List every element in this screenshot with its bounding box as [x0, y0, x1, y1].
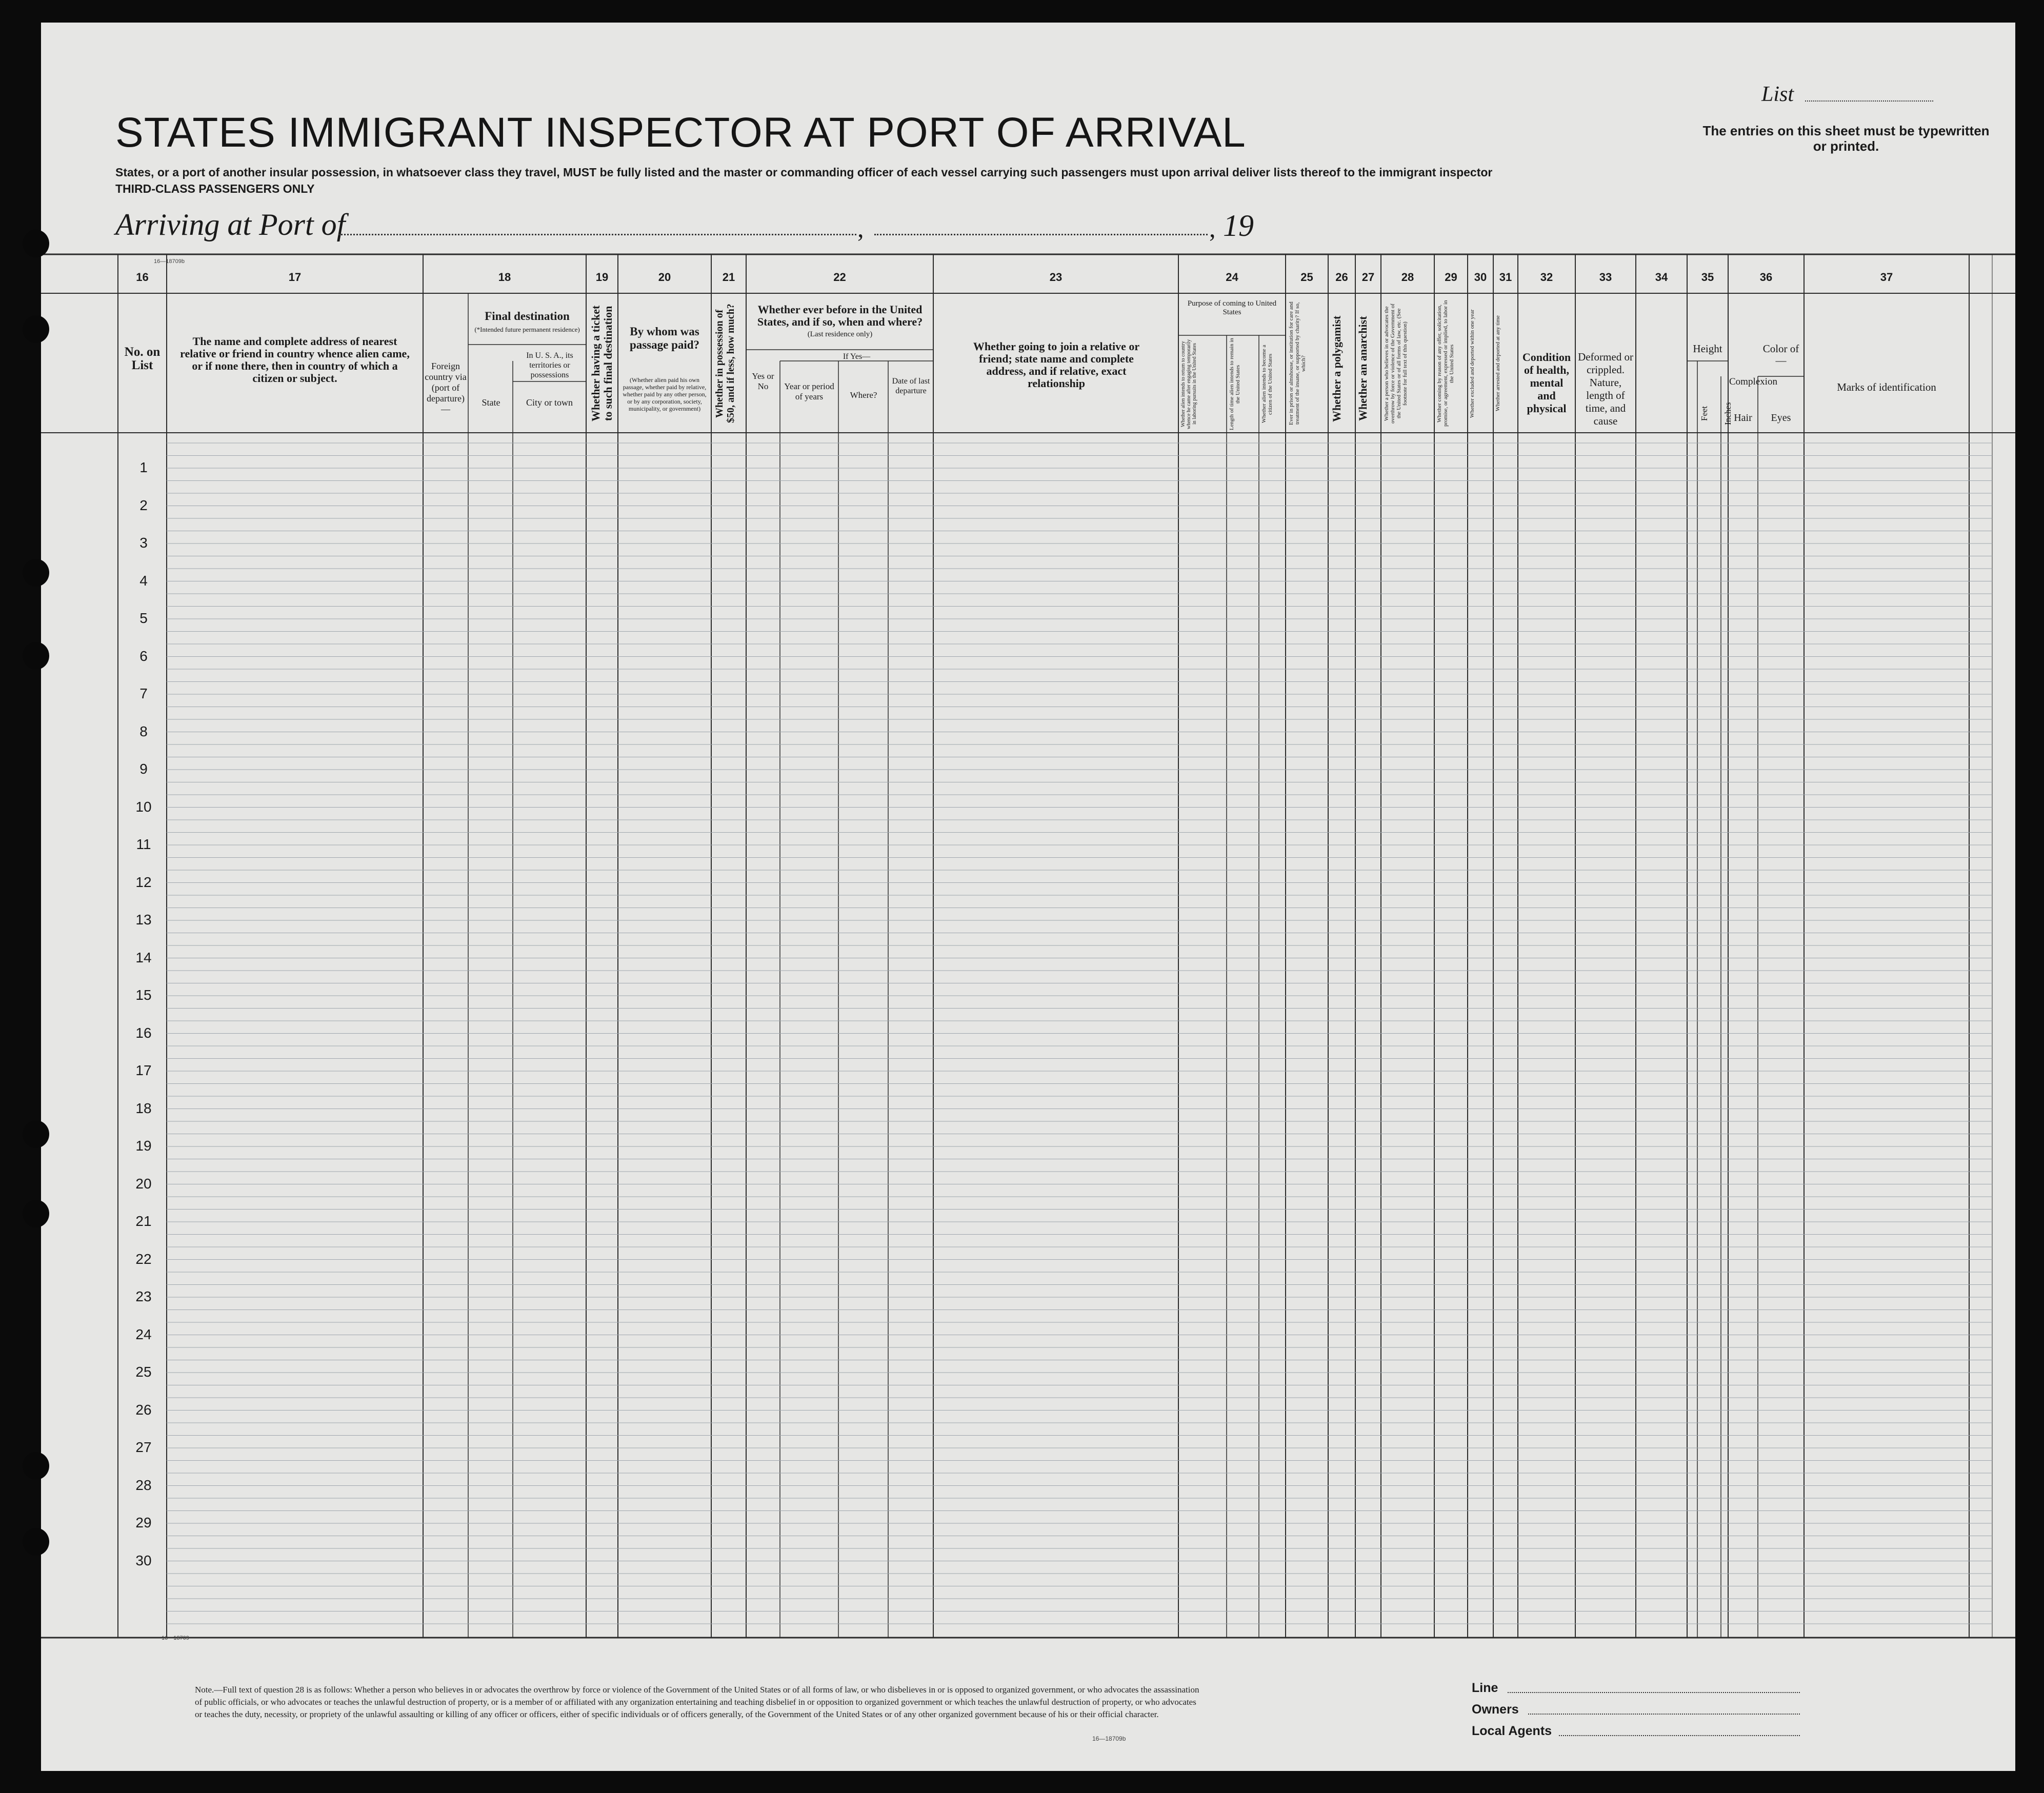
col-num-29: 29 — [1445, 271, 1457, 284]
row-number: 28 — [135, 1477, 152, 1493]
line-field[interactable] — [1508, 1692, 1800, 1693]
row-number: 3 — [139, 535, 148, 551]
row-number: 25 — [135, 1364, 152, 1380]
owners-field[interactable] — [1528, 1714, 1800, 1715]
row-number: 30 — [135, 1552, 152, 1568]
col-num-18: 18 — [498, 271, 511, 284]
col-36-title: Color of— — [1762, 343, 1799, 367]
col-num-22: 22 — [833, 271, 846, 284]
punch-hole — [23, 1528, 49, 1556]
col-21-header: Whether in possession of $50, and if less, how much? — [714, 304, 736, 424]
col-20-title: By whom was passage paid? — [629, 325, 700, 351]
col-24-return: Whether alien intends to return to country whence he came after engaging temporarily in laboring pursuits in the United States — [1180, 339, 1197, 429]
col-32-header: Condition of health, mental and physical — [1522, 351, 1571, 415]
form-number-bottom: 16—18709 — [162, 1635, 189, 1641]
line-label: Line — [1472, 1681, 1498, 1695]
col-22-if-yes: If Yes— — [843, 352, 871, 361]
col-22-yes-no: Yes or No — [752, 371, 774, 391]
row-number: 7 — [139, 686, 148, 701]
row-number: 22 — [135, 1251, 152, 1267]
form-number-top: 16—18709b — [154, 258, 185, 265]
row-number: 23 — [135, 1288, 152, 1304]
instruction-line-2: THIRD-CLASS PASSENGERS ONLY — [115, 182, 315, 195]
row-number: 20 — [135, 1175, 152, 1192]
col-num-36: 36 — [1759, 271, 1773, 284]
row-number: 24 — [135, 1326, 152, 1342]
col-num-19: 19 — [595, 271, 609, 284]
punch-hole — [23, 642, 49, 670]
col-18-title: Final destination — [485, 310, 570, 323]
row-number: 9 — [139, 761, 148, 777]
punch-hole — [23, 559, 49, 587]
col-24-length: Length of time alien intends to remain in the United States — [1229, 338, 1241, 430]
col-34-feet: Feet — [1699, 406, 1709, 421]
owners-label: Owners — [1472, 1702, 1519, 1717]
instruction-line-1: States, or a port of another insular possession, in whatsoever class they travel, MUST be fully listed and the master or commanding officer of each vessel carrying such passengers must upon arrival deliver lists thereof to the immigrant inspector — [115, 166, 1493, 179]
col-22-period: Year or period of years — [784, 381, 834, 401]
col-18-state: State — [482, 397, 500, 408]
row-number: 8 — [139, 723, 148, 739]
punch-hole — [23, 230, 49, 257]
col-num-27: 27 — [1361, 271, 1375, 284]
row-number: 10 — [135, 798, 152, 815]
col-26-header: Whether a polygamist — [1330, 315, 1343, 422]
comma-separator: , — [1209, 214, 1216, 243]
local-agents-field[interactable] — [1559, 1735, 1800, 1736]
col-num-35: 35 — [1701, 271, 1714, 284]
col-31-header: Whether arrested and deported at any time — [1495, 315, 1501, 412]
footnote-form-number: 16—18709b — [1092, 1735, 1126, 1742]
col-18-subtitle: (*Intended future permanent residence) — [474, 326, 580, 333]
col-num-16: 16 — [136, 271, 149, 284]
row-number: 11 — [136, 836, 151, 852]
col-34-title: Height — [1693, 343, 1722, 355]
row-number: 5 — [139, 610, 148, 626]
page-title: STATES IMMIGRANT INSPECTOR AT PORT OF ARRIVAL — [115, 109, 1246, 156]
col-num-32: 32 — [1540, 271, 1553, 284]
row-number: 18 — [135, 1100, 152, 1116]
row-number: 15 — [135, 987, 152, 1003]
col-33-header: Deformed or crippled. Nature, length of time, and cause — [1578, 351, 1633, 427]
col-num-20: 20 — [658, 271, 671, 284]
col-28-header: Whether a person who believes in or advocates the overthrow by force or violence of the Government of the United States or of all forms of law, etc. (See footnote for full text of this question) — [1384, 304, 1408, 424]
col-22-subtitle: (Last residence only) — [807, 330, 873, 338]
col-num-25: 25 — [1300, 271, 1313, 284]
row-number: 13 — [135, 912, 152, 928]
comma-separator: , — [857, 214, 864, 243]
col-22-date: Date of last departure — [892, 377, 930, 395]
row-number: 27 — [135, 1439, 152, 1455]
col-num-33: 33 — [1599, 271, 1612, 284]
col-29-header: Whether coming by reason of any offer, solicitation, promise, or agreement, expressed or implied, to labor in the United States — [1436, 300, 1455, 427]
col-num-30: 30 — [1474, 271, 1487, 284]
punch-hole — [23, 1452, 49, 1480]
row-number: 4 — [139, 572, 148, 589]
punch-hole — [23, 1120, 49, 1148]
row-number: 14 — [135, 949, 152, 965]
list-label: List — [1761, 83, 1794, 106]
row-number: 16 — [135, 1024, 152, 1041]
col-35-header: Complexion — [1729, 376, 1777, 387]
col-22-title: Whether ever before in the United States, and if so, when and where? — [757, 303, 923, 328]
col-22-where: Where? — [850, 390, 877, 400]
col-num-34: 34 — [1655, 271, 1668, 284]
manifest-grid — [41, 23, 2015, 1771]
col-num-21: 21 — [722, 271, 735, 284]
col-24-citizen: Whether alien intends to become a citizen of the United States — [1261, 345, 1273, 424]
col-num-37: 37 — [1880, 271, 1893, 284]
row-number: 12 — [135, 874, 152, 890]
col-num-28: 28 — [1401, 271, 1414, 284]
col-20-note: (Whether alien paid his own passage, whether paid by relative, whether paid by any other person, or by any corporation, society, municipality, or government) — [623, 376, 707, 412]
arriving-label: Arriving at Port of — [115, 208, 346, 241]
col-25-header: Ever in prison or almshouse, or institution for care and treatment of the insane, or supported by charity? If so, which? — [1288, 301, 1307, 426]
col-23-header: Whether going to join a relative or friend; state name and complete address, and if relative, exact relationship — [973, 340, 1140, 390]
row-number: 26 — [135, 1401, 152, 1418]
col-18-foreign-country: Foreign country via (port of departure)— — [425, 361, 467, 414]
footnote-question-28: Note.—Full text of question 28 is as follows: Whether a person who believes in or advocates the overthrow by force or violence of the Government of the United States or of all forms of law, or who disbelieves in or is opposed to organized government, or who advocates the assassination of public officials, or who advocates or teaches the unlawful destruction of property, or is a member of or affiliated with any organization entertaining and teaching disbelief in or opposition to organized government or which teaches the unlawful destruction of property, or who advocates or teaches the duty, necessity, or propriety of the unlawful assaulting or killing of any officer or officers, either of specific individuals or of officers generally, of the Government of the United States or of any other organized government because of his or their official character. — [195, 1685, 1199, 1719]
row-number: 6 — [139, 648, 148, 664]
punch-hole — [23, 1200, 49, 1227]
col-num-31: 31 — [1499, 271, 1512, 284]
col-18-usa: In U. S. A., its territories or possessions — [526, 351, 573, 379]
year-prefix: 19 — [1223, 209, 1254, 243]
col-30-header: Whether excluded and deported within one year — [1469, 309, 1475, 418]
col-36-hair: Hair — [1734, 412, 1752, 424]
col-num-23: 23 — [1049, 271, 1063, 284]
col-24-title: Purpose of coming to United States — [1187, 299, 1277, 316]
row-number: 19 — [135, 1138, 152, 1154]
row-number: 1 — [139, 459, 148, 475]
row-number: 2 — [139, 497, 148, 513]
col-19-header: Whether having a ticket to such final destination — [589, 305, 614, 422]
col-num-17: 17 — [288, 271, 302, 284]
col-num-24: 24 — [1226, 271, 1238, 284]
col-37-header: Marks of identification — [1837, 381, 1936, 393]
punch-hole — [23, 315, 49, 343]
manifest-sheet — [41, 23, 2015, 1771]
row-number: 17 — [135, 1062, 152, 1078]
col-17-header: The name and complete address of nearest relative or friend in country whence alien came, or if none there, then in country of which a citizen or subject. — [180, 335, 410, 385]
row-number: 29 — [135, 1515, 152, 1530]
col-27-header: Whether an anarchist — [1356, 316, 1369, 421]
row-number: 21 — [135, 1213, 152, 1229]
col-16-header: No. on List — [124, 345, 161, 372]
typewritten-notice: The entries on this sheet must be typewritten or printed. — [1702, 123, 1990, 154]
col-34-inches: Inches — [1723, 402, 1733, 425]
col-num-26: 26 — [1335, 271, 1348, 284]
col-36-eyes: Eyes — [1771, 412, 1791, 424]
local-agents-label: Local Agents — [1472, 1724, 1552, 1738]
col-18-city: City or town — [526, 397, 573, 408]
